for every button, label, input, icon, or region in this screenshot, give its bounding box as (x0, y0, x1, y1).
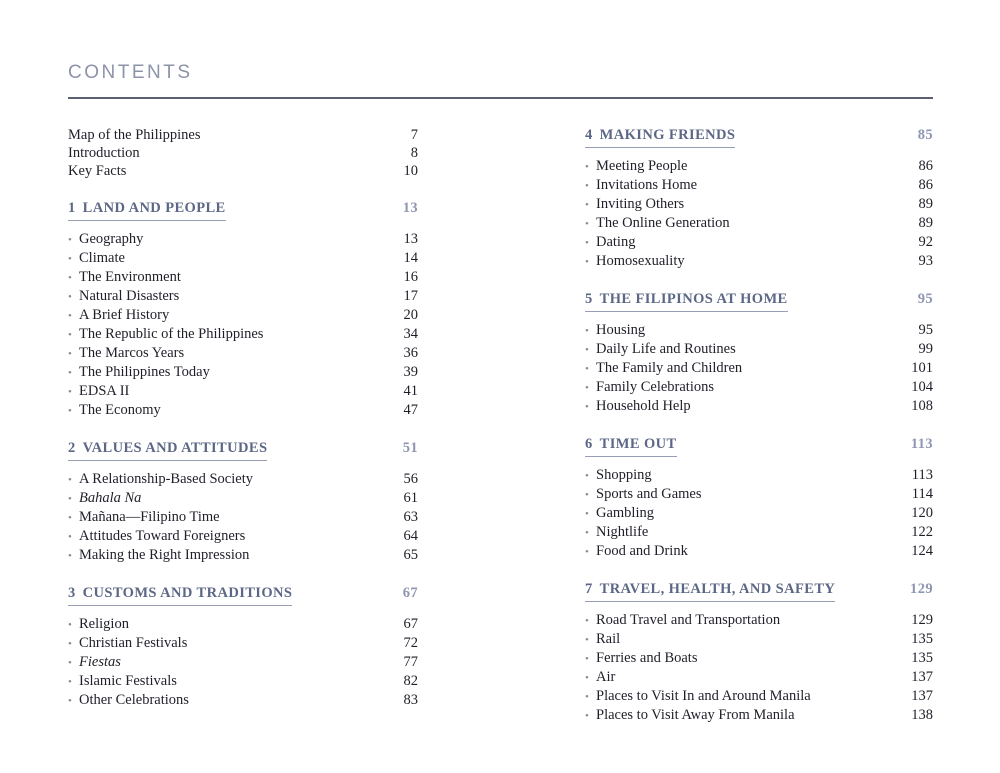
toc-columns (68, 126, 933, 725)
entry-page-number: 77 (403, 654, 418, 671)
entry-label: The Philippines Today (79, 364, 210, 381)
entry-label: Natural Disasters (79, 288, 180, 305)
toc-entry (585, 359, 933, 378)
section-title: TRAVEL, HEALTH, AND SAFETY (599, 581, 836, 598)
toc-entry (585, 340, 933, 359)
entry-label: Geography (79, 231, 144, 248)
bullet-icon: • (585, 161, 589, 174)
entry-page-number: 36 (403, 345, 418, 362)
bullet-icon: • (585, 710, 589, 723)
section-page-number: 95 (917, 291, 933, 308)
entry-page-number: 20 (403, 307, 418, 324)
entry-page-number: 13 (403, 231, 418, 248)
entry-label: Dating (596, 234, 636, 251)
toc-entry (585, 157, 933, 176)
bullet-icon: • (585, 256, 589, 269)
entry-page-number: 17 (403, 288, 418, 305)
section-page-number: 67 (402, 585, 418, 602)
toc-entry (585, 523, 933, 542)
entry-label-part: Mañana (79, 509, 126, 526)
entry-label: Christian Festivals (79, 635, 188, 652)
bullet-icon: • (585, 363, 589, 376)
toc-column-left (68, 126, 418, 725)
section-number: 2 (68, 440, 76, 457)
bullet-icon: • (585, 615, 589, 628)
entry-page-number: 65 (403, 547, 418, 564)
entry-label: Climate (79, 250, 125, 267)
entry-label: Household Help (596, 398, 691, 415)
bullet-icon: • (68, 367, 72, 380)
bullet-icon: • (68, 531, 72, 544)
section-heading-text (585, 126, 735, 148)
entry-label: Meeting People (596, 158, 688, 175)
section-number: 6 (585, 436, 593, 453)
entry-page-number: 89 (918, 215, 933, 232)
entry-page-number: 7 (410, 127, 418, 144)
bullet-icon: • (585, 470, 589, 483)
entry-label: The Republic of the Philippines (79, 326, 264, 343)
entry-page-number: 47 (403, 402, 418, 419)
entry-label: Key Facts (68, 163, 127, 180)
entry-page-number: 92 (918, 234, 933, 251)
entry-label: Islamic Festivals (79, 673, 177, 690)
entry-page-number: 104 (911, 379, 933, 396)
toc-entry (68, 401, 418, 420)
bullet-icon: • (68, 405, 72, 418)
bullet-icon: • (68, 695, 72, 708)
entry-page-number: 8 (410, 145, 418, 162)
section-page-number: 113 (910, 436, 933, 453)
bullet-icon: • (585, 691, 589, 704)
entry-label: Housing (596, 322, 646, 339)
bullet-icon: • (68, 550, 72, 563)
entry-page-number: 67 (403, 616, 418, 633)
entry-page-number: 64 (403, 528, 418, 545)
toc-section (68, 584, 418, 710)
toc-entry (68, 230, 418, 249)
bullet-icon: • (585, 325, 589, 338)
entry-page-number: 120 (911, 505, 933, 522)
bullet-icon: • (68, 657, 72, 670)
entry-page-number: 135 (911, 650, 933, 667)
entry-page-number: 14 (403, 250, 418, 267)
entry-label: Religion (79, 616, 129, 633)
section-number: 5 (585, 291, 593, 308)
entry-label: Nightlife (596, 524, 649, 541)
entry-label: Places to Visit In and Around Manila (596, 688, 811, 705)
entry-page-number: 72 (403, 635, 418, 652)
section-title: LAND AND PEOPLE (82, 200, 226, 217)
section-title: CUSTOMS AND TRADITIONS (82, 585, 293, 602)
entry-page-number: 86 (918, 177, 933, 194)
toc-section (68, 439, 418, 565)
bullet-icon: • (68, 310, 72, 323)
bullet-icon: • (68, 619, 72, 632)
toc-entry (585, 611, 933, 630)
entry-page-number: 113 (911, 467, 933, 484)
entry-label: Fiestas (79, 654, 121, 671)
toc-entry (585, 397, 933, 416)
section-number: 4 (585, 127, 593, 144)
page-title: CONTENTS (68, 61, 193, 83)
entry-page-number: 86 (918, 158, 933, 175)
section-title: TIME OUT (599, 436, 677, 453)
toc-entry (585, 485, 933, 504)
bullet-icon: • (585, 180, 589, 193)
entry-page-number: 138 (911, 707, 933, 724)
title-divider (68, 97, 933, 99)
section-heading-text (585, 580, 835, 602)
section-page-number: 13 (402, 200, 418, 217)
section-heading (585, 435, 933, 457)
entry-page-number: 124 (911, 543, 933, 560)
section-heading-text (68, 199, 226, 221)
toc-entry (585, 378, 933, 397)
section-heading-text (585, 435, 677, 457)
entry-page-number: 10 (403, 163, 418, 180)
toc-entry (585, 252, 933, 271)
entry-label: Food and Drink (596, 543, 688, 560)
entry-label (79, 508, 396, 526)
toc-entry (585, 668, 933, 687)
entry-page-number: 99 (918, 341, 933, 358)
entry-page-number: 129 (911, 612, 933, 629)
toc-section (585, 435, 933, 561)
entry-label: EDSA II (79, 383, 130, 400)
entry-label: Attitudes Toward Foreigners (79, 528, 246, 545)
bullet-icon: • (585, 546, 589, 559)
section-title: MAKING FRIENDS (599, 127, 736, 144)
toc-entry (585, 542, 933, 561)
toc-entry (68, 126, 418, 144)
toc-entry (68, 287, 418, 306)
entry-page-number: 108 (911, 398, 933, 415)
section-title: VALUES AND ATTITUDES (82, 440, 268, 457)
toc-entry (585, 195, 933, 214)
entry-label: Daily Life and Routines (596, 341, 736, 358)
entry-label: Inviting Others (596, 196, 685, 213)
entry-page-number: 16 (403, 269, 418, 286)
toc-section (68, 199, 418, 420)
entry-label: Ferries and Boats (596, 650, 698, 667)
toc-entry (585, 630, 933, 649)
entry-label: Gambling (596, 505, 654, 522)
entry-page-number: 56 (403, 471, 418, 488)
entry-label: Bahala Na (79, 490, 142, 507)
entry-page-number: 101 (911, 360, 933, 377)
entry-label: The Family and Children (596, 360, 743, 377)
bullet-icon: • (585, 199, 589, 212)
entry-label: Road Travel and Transportation (596, 612, 781, 629)
toc-entry (585, 214, 933, 233)
toc-entry (68, 344, 418, 363)
toc-entry (585, 176, 933, 195)
bullet-icon: • (68, 493, 72, 506)
section-title: THE FILIPINOS AT HOME (599, 291, 788, 308)
toc-entry (585, 687, 933, 706)
entry-page-number: 34 (403, 326, 418, 343)
entry-page-number: 95 (918, 322, 933, 339)
section-number: 3 (68, 585, 76, 602)
entry-page-number: 82 (403, 673, 418, 690)
entry-label-part: —Filipino Time (125, 509, 220, 526)
section-heading (585, 126, 933, 148)
section-number: 1 (68, 200, 76, 217)
toc-entry (68, 653, 418, 672)
toc-entry (585, 321, 933, 340)
entry-label: The Environment (79, 269, 181, 286)
bullet-icon: • (68, 291, 72, 304)
entry-label: A Brief History (79, 307, 170, 324)
toc-entry (68, 489, 418, 508)
bullet-icon: • (68, 348, 72, 361)
toc-section (585, 580, 933, 725)
entry-label: The Marcos Years (79, 345, 185, 362)
bullet-icon: • (585, 382, 589, 395)
section-heading (585, 580, 933, 602)
bullet-icon: • (585, 634, 589, 647)
bullet-icon: • (68, 329, 72, 342)
bullet-icon: • (585, 489, 589, 502)
bullet-icon: • (68, 272, 72, 285)
toc-entry (68, 162, 418, 180)
entry-label: Rail (596, 631, 621, 648)
bullet-icon: • (68, 386, 72, 399)
entry-label: Introduction (68, 145, 140, 162)
entry-label: Places to Visit Away From Manila (596, 707, 795, 724)
toc-entry (68, 546, 418, 565)
section-number: 7 (585, 581, 593, 598)
entry-label: Invitations Home (596, 177, 698, 194)
toc-entry (68, 615, 418, 634)
bullet-icon: • (585, 508, 589, 521)
toc-entry (585, 466, 933, 485)
toc-entry (68, 363, 418, 382)
entry-page-number: 39 (403, 364, 418, 381)
entry-label: Shopping (596, 467, 652, 484)
entry-page-number: 135 (911, 631, 933, 648)
toc-entry (68, 382, 418, 401)
toc-column-right (585, 126, 933, 725)
entry-page-number: 41 (403, 383, 418, 400)
entry-label: Making the Right Impression (79, 547, 250, 564)
bullet-icon: • (585, 527, 589, 540)
section-page-number: 85 (917, 127, 933, 144)
entry-label: A Relationship-Based Society (79, 471, 253, 488)
entry-label: The Economy (79, 402, 161, 419)
entry-page-number: 61 (403, 490, 418, 507)
toc-entry (585, 504, 933, 523)
entry-page-number: 63 (403, 509, 418, 526)
bullet-icon: • (68, 512, 72, 525)
toc-entry (68, 268, 418, 287)
bullet-icon: • (585, 653, 589, 666)
toc-entry (585, 233, 933, 252)
toc-entry (585, 649, 933, 668)
section-page-number: 51 (402, 440, 418, 457)
entry-page-number: 137 (911, 688, 933, 705)
bullet-icon: • (68, 253, 72, 266)
entry-label: Homosexuality (596, 253, 685, 270)
bullet-icon: • (585, 672, 589, 685)
entry-label: Map of the Philippines (68, 127, 201, 144)
section-page-number: 129 (910, 581, 933, 598)
entry-label: The Online Generation (596, 215, 730, 232)
section-heading (585, 290, 933, 312)
entry-label: Air (596, 669, 616, 686)
toc-entry (68, 470, 418, 489)
bullet-icon: • (585, 237, 589, 250)
bullet-icon: • (585, 218, 589, 231)
toc-entry (68, 527, 418, 546)
toc-section (585, 290, 933, 416)
bullet-icon: • (585, 344, 589, 357)
bullet-icon: • (68, 676, 72, 689)
section-heading (68, 439, 418, 461)
section-heading (68, 199, 418, 221)
entry-label: Family Celebrations (596, 379, 714, 396)
entry-page-number: 114 (911, 486, 933, 503)
section-heading-text (68, 439, 267, 461)
entry-page-number: 93 (918, 253, 933, 270)
toc-section (585, 126, 933, 271)
bullet-icon: • (68, 638, 72, 651)
toc-entry (68, 249, 418, 268)
toc-entry (68, 325, 418, 344)
bullet-icon: • (68, 234, 72, 247)
section-heading (68, 584, 418, 606)
toc-entry (585, 706, 933, 725)
entry-page-number: 83 (403, 692, 418, 709)
entry-page-number: 89 (918, 196, 933, 213)
section-heading-text (68, 584, 292, 606)
toc-entry (68, 672, 418, 691)
entry-label: Other Celebrations (79, 692, 189, 709)
section-heading-text (585, 290, 788, 312)
toc-entry (68, 306, 418, 325)
toc-entry (68, 691, 418, 710)
bullet-icon: • (68, 474, 72, 487)
toc-entry (68, 144, 418, 162)
entry-label: Sports and Games (596, 486, 702, 503)
toc-entry (68, 634, 418, 653)
entry-page-number: 137 (911, 669, 933, 686)
toc-entry (68, 508, 418, 527)
entry-page-number: 122 (911, 524, 933, 541)
bullet-icon: • (585, 401, 589, 414)
